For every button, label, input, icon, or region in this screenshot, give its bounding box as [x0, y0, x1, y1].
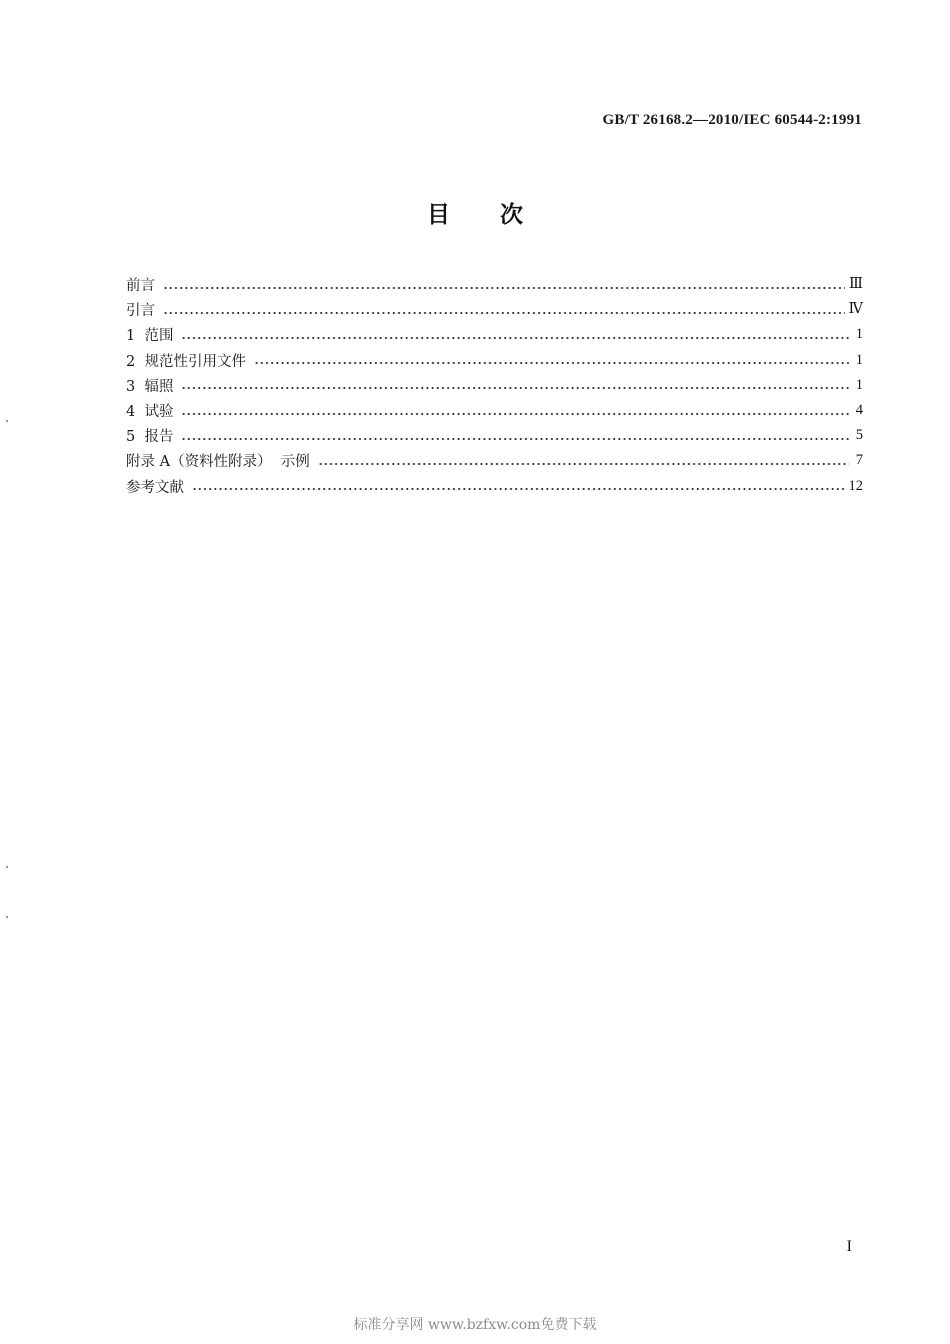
- toc-title-part1: 目: [427, 202, 450, 228]
- toc-leader-dots: [192, 488, 845, 490]
- toc-entry-page: 1: [855, 351, 863, 368]
- toc-entry-label: 参考文献: [126, 479, 184, 496]
- watermark-text: 标准分享网 www.bzfxw.com免费下载: [353, 1317, 597, 1333]
- toc-entry-irradiation[interactable]: [126, 373, 863, 398]
- toc-entry-foreword[interactable]: [126, 272, 863, 297]
- toc-leader-dots: [163, 312, 845, 314]
- toc-entry-label: 3 辐照: [126, 378, 174, 395]
- toc-entry-scope[interactable]: [126, 322, 863, 347]
- toc-entry-label: 2 规范性引用文件: [126, 353, 246, 370]
- toc-entry-page: 1: [855, 376, 863, 393]
- toc-entry-label: 5 报告: [126, 429, 174, 446]
- toc-entry-page: 12: [848, 477, 863, 494]
- toc-leader-dots: [254, 362, 849, 364]
- toc-entry-report[interactable]: [126, 423, 863, 448]
- toc-leader-dots: [181, 387, 849, 389]
- toc-entry-tests[interactable]: [126, 398, 863, 423]
- toc-entry-page: 5: [855, 427, 863, 444]
- toc-entry-page: Ⅲ: [849, 276, 863, 293]
- toc-entry-bibliography[interactable]: [126, 474, 863, 499]
- toc-leader-dots: [181, 413, 849, 415]
- toc-entry-label: 4 试验: [126, 404, 174, 421]
- toc-entry-label: 引言: [126, 303, 155, 320]
- toc-entry-page: Ⅳ: [848, 301, 863, 318]
- scan-speck: [6, 420, 8, 422]
- standard-code: GB/T 26168.2—2010/IEC 60544-2:1991: [602, 112, 862, 128]
- toc-entry-label: 1 范围: [126, 328, 174, 345]
- toc-title-part2: 次: [500, 202, 523, 228]
- toc-entry-page: 1: [855, 326, 863, 343]
- toc-entry-introduction[interactable]: [126, 297, 863, 322]
- toc-entry-page: 4: [855, 402, 863, 419]
- toc-entry-page: 7: [855, 452, 863, 469]
- scan-speck: [6, 866, 8, 868]
- toc-leader-dots: [318, 463, 849, 465]
- toc-entry-label: 前言: [126, 278, 155, 295]
- toc-leader-dots: [181, 438, 849, 440]
- toc-entry-label: 附录 A（资料性附录） 示例: [126, 454, 310, 471]
- toc-leader-dots: [163, 287, 845, 289]
- page-number: I: [846, 1238, 852, 1255]
- scan-speck: [6, 916, 8, 918]
- toc-leader-dots: [181, 337, 849, 339]
- toc-title: [0, 196, 950, 229]
- toc-entry-annex-a[interactable]: [126, 448, 863, 473]
- toc-entry-normative-references[interactable]: [126, 348, 863, 373]
- table-of-contents: [126, 272, 863, 499]
